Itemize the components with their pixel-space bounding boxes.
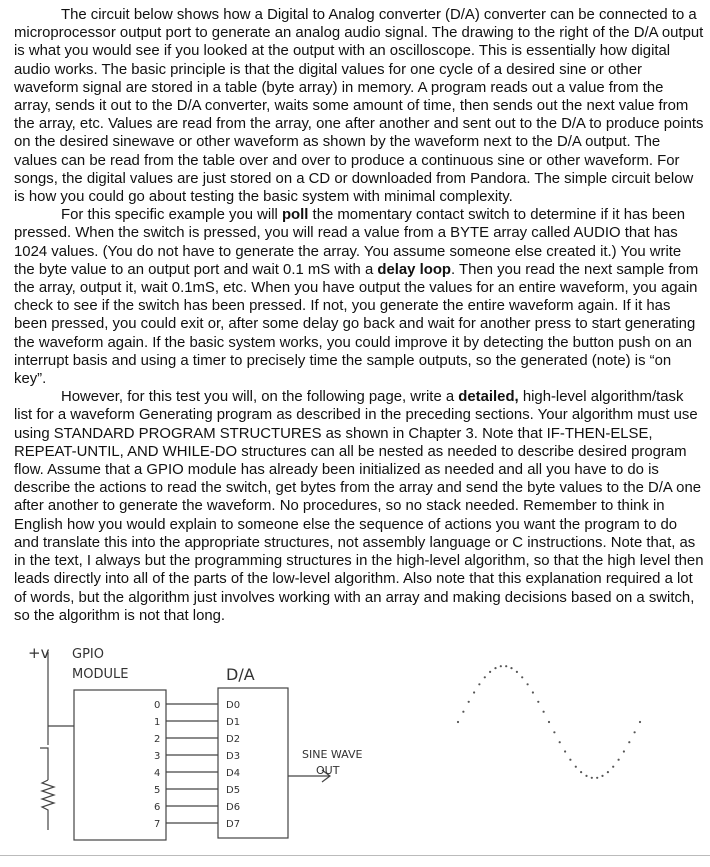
- port-pin-label: 4: [154, 768, 161, 779]
- bold-term-delay-loop: delay loop: [377, 261, 452, 278]
- circuit-diagram: [0, 630, 710, 862]
- sine-dot: [500, 665, 502, 667]
- sine-dot: [591, 777, 593, 779]
- sine-dot: [601, 775, 603, 777]
- text: However, for this test you will, on the following page, write a: [61, 389, 459, 406]
- sine-dot: [580, 771, 582, 773]
- port-pin-label: 2: [154, 734, 161, 745]
- sine-dot: [478, 683, 480, 685]
- switch-contact: [40, 748, 48, 780]
- sine-dot: [569, 759, 571, 761]
- gpio-module-box: [74, 690, 166, 840]
- pulldown-resistor: [42, 780, 54, 830]
- da-pin-label: D7: [226, 819, 241, 830]
- sine-dot: [494, 667, 496, 669]
- sine-dot: [457, 721, 459, 723]
- sine-dot: [468, 701, 470, 703]
- paragraph-intro: The circuit below shows how a Digital to Analog converter (D/A) converter can be connected to a microprocessor output port to generate an analog audio signal. The drawing to the right of the D/A output is what you would see if you looked at the output with an oscilloscope. This is essentially how digital audio works. The basic principle is that the digital values for one cycle of a desired sine or other waveform signal are stored in a table (byte array) in memory. A program reads out a value from the array, sends it out to the D/A converter, waits some amount of time, then sends out the next value from the array, etc. Values are read from the array, one after another and sent out to the D/A to produce points on the desired sinewave or other waveform as shown by the waveform next to the D/A output. The values can be read from the table over and over to produce a continuous sine or other waveform. For songs, the digital values are just stored on a CD or downloaded from Pandora. The simple circuit below is how you could go about testing the basic system with minimal complexity.: [14, 7, 704, 206]
- sine-dot: [553, 731, 555, 733]
- sine-dot: [585, 775, 587, 777]
- sine-dot: [516, 671, 518, 673]
- sine-dot: [473, 691, 475, 693]
- da-pin-label: D2: [226, 734, 241, 745]
- sine-dot: [618, 759, 620, 761]
- page-bottom-edge: [0, 855, 710, 856]
- port-pin-label: 5: [154, 785, 161, 796]
- supply-label: +v: [28, 644, 50, 662]
- sine-dot: [596, 777, 598, 779]
- text: the momentary contact switch to determine if it has been pressed. When the switch is pressed, you will read a value from a BYTE array called AUDIO that has 1024 values. (You do not have to generate the array. You assume someone else created it.) You write the byte value to an output port and wait 0.1 mS with a: [14, 207, 686, 278]
- port-pin-label: 1: [154, 717, 161, 728]
- sine-dot: [575, 766, 577, 768]
- sine-dot: [634, 731, 636, 733]
- text: high-level algorithm/task list for a waveform Generating program as described in the preceding sections. Your algorithm must use using STANDARD PROGRAM STRUCTURES as shown in Chapter 3. Note that IF-THEN-ELSE, REPEAT-UNTIL, AND WHILE-DO structures can all be nested as needed to describe desired program flow. Assume that a GPIO module has already been initialized as needed and all you have to do is describe the actions to read the switch, get bytes from the array and send the byte values to the D/A one after another to generate the waveform. No procedures, so no stack needed. Remember to think in English how you would explain to someone else the sequence of actions you want the program to do and translate this into the appropriate structures, not assembly language or C instructions. Note that, as in the text, I always but the programming structures in the high-level algorithm, so that the high level then leads directly into all of the parts of the low-level algorithm. Also note that this explanation required a lot of words, but the algorithm just involves working with an array and making decisions based on a switch, so the algorithm is not that long.: [14, 389, 704, 624]
- gpio-label-line2: MODULE: [72, 667, 129, 682]
- sine-dot: [462, 711, 464, 713]
- sine-dot: [612, 766, 614, 768]
- sine-dot: [510, 667, 512, 669]
- sine-dot: [564, 750, 566, 752]
- sine-dot: [623, 750, 625, 752]
- sine-dot: [543, 711, 545, 713]
- output-label-line2: OUT: [316, 764, 340, 777]
- da-pin-label: D5: [226, 785, 241, 796]
- gpio-label-line1: GPIO: [72, 647, 104, 662]
- da-pin-label: D3: [226, 751, 241, 762]
- paragraph-instructions: [14, 388, 704, 625]
- sine-dot: [607, 771, 609, 773]
- paragraph-polling: [14, 206, 704, 388]
- sine-dot: [548, 721, 550, 723]
- da-pin-label: D1: [226, 717, 241, 728]
- sine-dot: [521, 676, 523, 678]
- port-pin-label: 7: [154, 819, 161, 830]
- circuit-figure: [0, 630, 710, 862]
- sine-dot: [628, 741, 630, 743]
- da-label: D/A: [226, 665, 255, 684]
- sine-dot: [484, 676, 486, 678]
- da-pin-label: D4: [226, 768, 241, 779]
- port-pin-labels: [154, 700, 160, 830]
- sine-wave-dots: [457, 665, 641, 779]
- bold-term-poll: poll: [281, 207, 309, 224]
- da-pin-labels: [226, 700, 240, 830]
- sine-dot: [639, 721, 641, 723]
- sine-dot: [489, 671, 491, 673]
- bold-term-detailed: detailed,: [458, 389, 519, 406]
- sine-dot: [527, 683, 529, 685]
- sine-dot: [505, 665, 507, 667]
- port-pin-label: 0: [154, 700, 161, 711]
- port-pin-label: 6: [154, 802, 161, 813]
- data-bus: [166, 704, 218, 823]
- sine-dot: [537, 701, 539, 703]
- document-body: [14, 6, 704, 625]
- text: . Then you read the next sample from the array, output it, wait 0.1mS, etc. When you have output the values for an entire waveform, you again check to see if the switch has been pressed. If not, you generate the entire waveform again. If it has been pressed, you could exit or, after some delay go back and wait for another press to start generating the waveform again. If the basic system works, you could improve it by detecting the button push on an interrupt basis and using a timer to precisely time the sample outputs, so the generated (note) is “on key”.: [14, 261, 699, 388]
- text: For this specific example you will: [61, 207, 282, 224]
- sine-dot: [532, 691, 534, 693]
- output-label-line1: SINE WAVE: [302, 748, 363, 761]
- port-pin-label: 3: [154, 751, 161, 762]
- sine-dot: [559, 741, 561, 743]
- da-pin-label: D6: [226, 802, 241, 813]
- da-pin-label: D0: [226, 700, 241, 711]
